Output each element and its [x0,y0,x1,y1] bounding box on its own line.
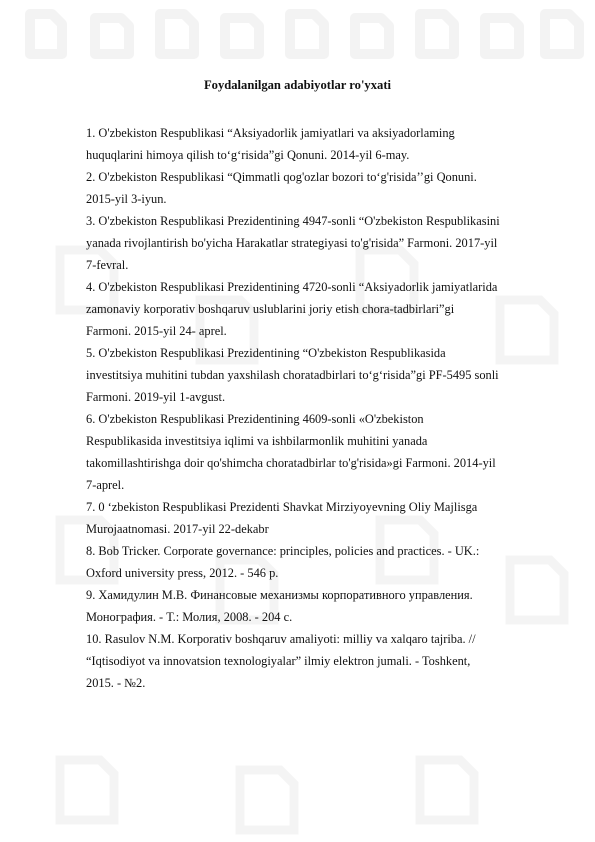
bibliography-line: Монография. - Т.: Молия, 2008. - 204 с. [86,610,293,624]
bibliography-line: zamonaviy korporativ boshqaruv uslublarini joriy etish chora-tadbirlari”gi [86,302,455,316]
bibliography-line: Murojaatnomasi. 2017-yil 22-dekabr [86,522,269,536]
bibliography-line: 3. O'zbekiston Respublikasi Prezidentining 4947-sonli “O'zbekiston Respublikasini [86,214,500,228]
bibliography-line: 8. Bob Tricker. Corporate governance: principles, policies and practices. - UK.: [86,544,480,558]
bibliography-line: “Iqtisodiyot va innovatsion texnologiyalar” ilmiy elektron jumali. - Toshkent, [86,654,471,668]
bibliography-line: 2. O'zbekiston Respublikasi “Qimmatli qog'ozlar bozori to‘g'risida’’gi Qonuni. [86,170,477,184]
bibliography-line: Farmoni. 2015-yil 24- aprel. [86,324,227,338]
bibliography-line: Oxford university press, 2012. - 546 p. [86,566,279,580]
bibliography-line: Farmoni. 2019-yil 1-avgust. [86,390,226,404]
bibliography-line: Respublikasida investitsiya iqlimi va ishbilarmonlik muhitini yanada [86,434,428,448]
bibliography-line: 2015-yil 3-iyun. [86,192,167,206]
bibliography-line: takomillashtirishga doir qo'shimcha choratadbirlar to'g'risida»gi Farmoni. 2014-yil [86,456,496,470]
bibliography-line: 4. O'zbekiston Respublikasi Prezidentining 4720-sonli “Aksiyadorlik jamiyatlarida [86,280,498,294]
bibliography-line: 7-fevral. [86,258,129,272]
bibliography-line: 10. Rasulov N.M. Korporativ boshqaruv amaliyoti: milliy va xalqaro tajriba. // [86,632,476,646]
bibliography-line: yanada rivojlantirish bo'yicha Harakatlar strategiyasi to'g'risida” Farmoni. 2017-yil [86,236,498,250]
bibliography-line: 7-aprel. [86,478,125,492]
bibliography-line: 1. O'zbekiston Respublikasi “Aksiyadorlik jamiyatlari va aksiyadorlaming [86,126,455,140]
bibliography-list [86,122,552,694]
bibliography-line: 6. O'zbekiston Respublikasi Prezidentining 4609-sonli «O'zbekiston [86,412,424,426]
bibliography-line: 9. Хамидулин М.В. Финансовые механизмы корпоративного управления. [86,588,473,602]
page-title: Foydalanilgan adabiyotlar ro'yxati [203,78,392,92]
bibliography-line: 7. 0 ‘zbekiston Respublikasi Prezidenti Shavkat Mirziyoyevning Oliy Majlisga [86,500,478,514]
bibliography-line: 5. O'zbekiston Respublikasi Prezidentining “O'zbekiston Respublikasida [86,346,446,360]
bibliography-line: 2015. - №2. [86,676,146,690]
bibliography-line: investitsiya muhitini tubdan yaxshilash choratadbirlari to‘g‘risida”gi PF-5495 sonli [86,368,499,382]
bibliography-line: huquqlarini himoya qilish to‘g‘risida”gi Qonuni. 2014-yil 6-may. [86,148,410,162]
